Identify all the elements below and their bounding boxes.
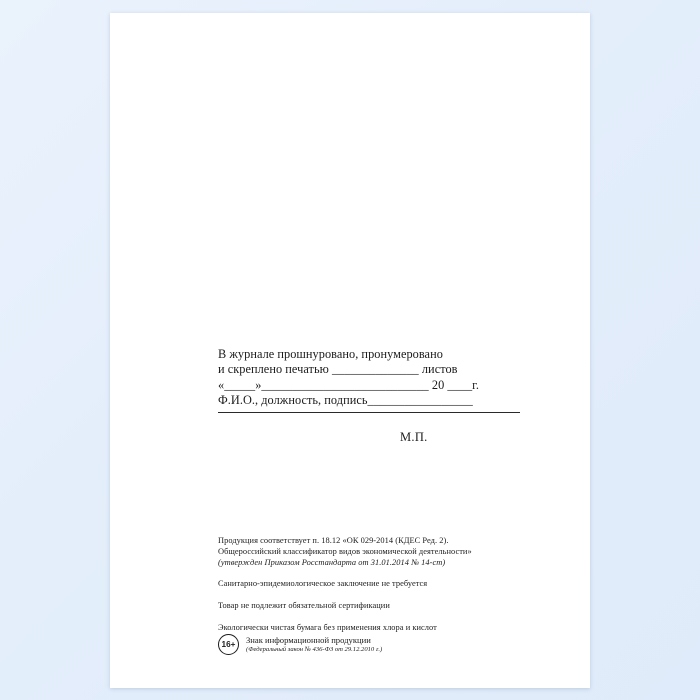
legal-line-6: Экологически чистая бумага без применения хлора и кислот <box>218 622 437 632</box>
age-rating-law-reference: (Федеральный закон № 436-ФЗ от 29.12.2010 г.) <box>246 645 383 653</box>
legal-line-5: Товар не подлежит обязательной сертификации <box>218 601 390 611</box>
age-rating-row <box>218 633 548 655</box>
legal-line-2: Общероссийский классификатор видов экономической деятельности» <box>218 546 472 556</box>
legal-line-4: Санитарно-эпидемиологическое заключение не требуется <box>218 579 428 589</box>
stitching-certification-block <box>218 347 538 413</box>
legal-line-3: (утвержден Приказом Росстандарта от 31.01.2014 № 14-ст) <box>218 557 446 567</box>
legal-line-1: Продукция соответствует п. 18.12 «ОК 029-2014 (КДЕС Ред. 2). <box>218 536 449 545</box>
age-rating-caption: Знак информационной продукции <box>246 635 371 645</box>
legal-notice-block <box>218 536 548 634</box>
signature-rule <box>218 411 520 413</box>
age-rating-text <box>246 633 382 654</box>
stitching-line-1: В журнале прошнуровано, пронумеровано <box>218 347 443 361</box>
stitching-line-3: «_____»___________________________ 20 ____г. <box>218 377 480 392</box>
document-page <box>110 13 590 688</box>
stitching-line-2: и скреплено печатью ______________ листов <box>218 362 458 377</box>
age-rating-badge-icon: 16+ <box>218 634 239 655</box>
stamp-place-mark: М.П. <box>400 430 428 444</box>
stitching-line-4: Ф.И.О., должность, подпись_________________ <box>218 393 473 408</box>
